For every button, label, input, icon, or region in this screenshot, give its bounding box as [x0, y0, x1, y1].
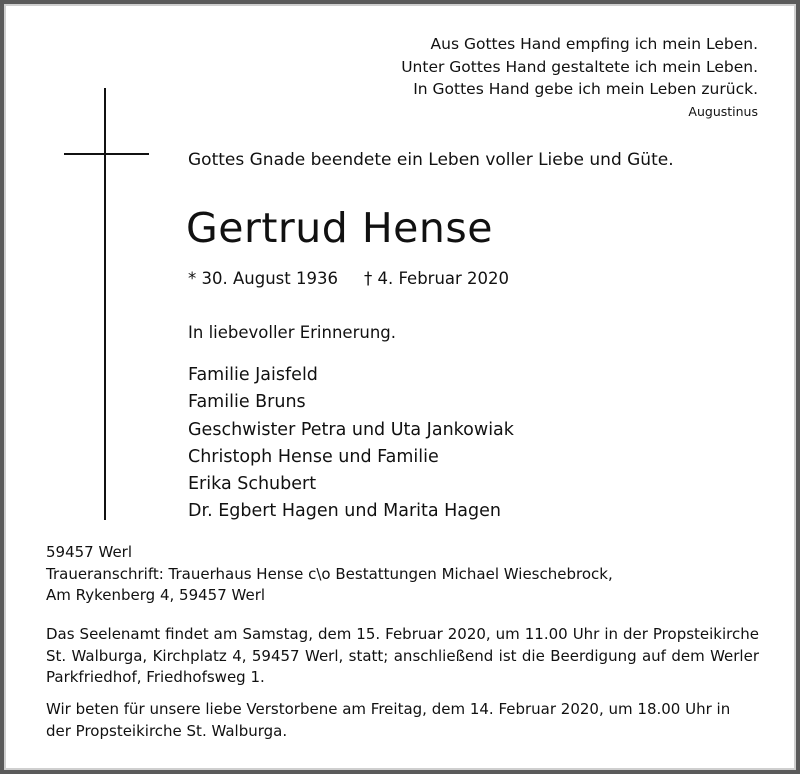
cross-horizontal-bar — [64, 153, 149, 155]
memory-text: In liebevoller Erinnerung. — [188, 323, 396, 342]
mourner-item: Dr. Egbert Hagen und Marita Hagen — [188, 501, 501, 522]
birth-date: * 30. August 1936 — [188, 269, 338, 288]
mourner-item: Christoph Hense und Familie — [188, 446, 439, 467]
deceased-name: Gertrud Hense — [186, 204, 493, 252]
address-city: 59457 Werl — [46, 543, 133, 561]
death-date: † 4. Februar 2020 — [363, 269, 510, 288]
mourner-item: Familie Bruns — [188, 392, 306, 413]
mourner-item: Familie Jaisfeld — [188, 365, 318, 385]
intro-text: Gottes Gnade beendete ein Leben voller Liebe und Güte. — [188, 150, 674, 170]
mourner-item: Erika Schubert — [188, 474, 317, 495]
quote-line: Aus Gottes Hand empfing ich mein Leben. — [430, 35, 758, 53]
address-line: Am Rykenberg 4, 59457 Werl — [46, 586, 266, 604]
life-dates — [188, 269, 509, 288]
mourner-item: Geschwister Petra und Uta Jankowiak — [188, 419, 514, 440]
address-line: Traueranschrift: Trauerhaus Hense c\o Bestattungen Michael Wieschebrock, — [46, 564, 613, 583]
quote-author: Augustinus — [688, 104, 758, 119]
address-block — [46, 542, 613, 607]
mourners-list — [188, 362, 514, 526]
funeral-notice: Das Seelenamt findet am Samstag, dem 15. Februar 2020, um 11.00 Uhr in der Propsteikirche St. Walburga, Kirchplatz 4, 59457 Werl, statt; anschließend ist die Beerdigung auf dem Werler Parkfriedhof, Friedhofsweg 1. — [46, 625, 759, 686]
quote-line: In Gottes Hand gebe ich mein Leben zurück. — [413, 80, 758, 98]
quote-block — [401, 33, 758, 101]
quote-line: Unter Gottes Hand gestaltete ich mein Leben. — [401, 57, 758, 76]
prayer-notice: Wir beten für unsere liebe Verstorbene am Freitag, dem 14. Februar 2020, um 18.00 Uhr in der Propsteikirche St. Walburga. — [46, 700, 731, 740]
